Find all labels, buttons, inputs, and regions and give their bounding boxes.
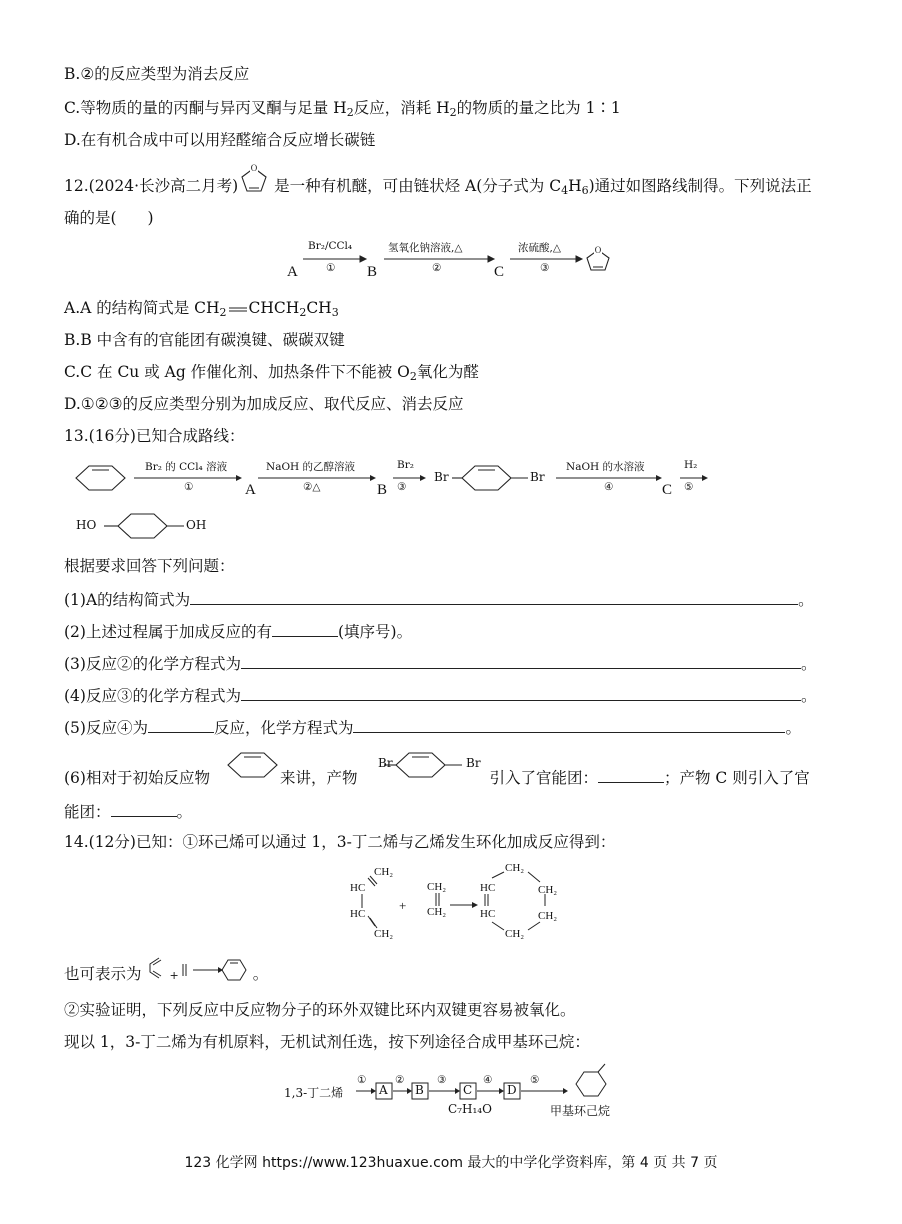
plus-sign: + xyxy=(399,898,407,913)
q12-option-c: C.C 在 Cu 或 Ag 作催化剂、加热条件下不能被 $O_2$氧化为醛 xyxy=(64,363,479,383)
q12-route-c: C xyxy=(494,264,505,280)
svg-text:O: O xyxy=(250,163,258,173)
q14-r3: ③ xyxy=(437,1074,447,1086)
q13-r1-number: ① xyxy=(184,481,194,493)
q12-r2-number: ② xyxy=(432,262,442,274)
q14-node-c: C xyxy=(463,1083,473,1097)
q13-br-right: Br xyxy=(530,470,545,484)
q14-r5: ⑤ xyxy=(530,1074,540,1086)
q12-option-a: A.A 的结构简式是 $CH_2$ $CHCH_2CH_3$ xyxy=(64,299,339,319)
q14-r2: ② xyxy=(395,1074,405,1086)
q13-r5-condition: H₂ xyxy=(684,459,698,471)
ethylene-ch2-top: CH₂ xyxy=(427,881,447,893)
q13-r1-condition: Br₂ 的 CCl₄ 溶液 xyxy=(145,461,228,473)
q12-r1-number: ① xyxy=(326,262,336,274)
page-footer: 123 化学网 https://www.123huaxue.com 最大的中学化学资料库，第 4 页 共 7 页 xyxy=(184,1155,718,1171)
q13-part6-line2: 能团： 。 xyxy=(64,800,192,822)
q12-stem: 12.(2024·长沙高二月考) 是一种有机醚，可由链状烃 A(分子式为 $C_4H_6$)通过如图路线制得。下列说法正 xyxy=(64,177,812,197)
q14-node-b: B xyxy=(415,1083,424,1097)
q13-part1: (1)A的结构简式为 。 xyxy=(64,588,814,610)
q13-p6-br-left: Br xyxy=(378,756,393,770)
q13-r4-number: ④ xyxy=(604,481,614,493)
q14-c-formula: C₇H₁₄O xyxy=(448,1102,492,1116)
q11-option-b: B.②的反应类型为消去反应 xyxy=(64,65,250,83)
ethylene-ch2-bottom: CH₂ xyxy=(427,906,447,918)
q13-part4: (4)反应③的化学方程式为 。 xyxy=(64,684,816,706)
q14-stem: 14.(12分)已知：①环己烯可以通过 1，3-丁二烯与乙烯发生环化加成反应得到： xyxy=(64,833,616,851)
q13-route-a: A xyxy=(245,482,256,498)
product-hc-2: HC xyxy=(480,908,496,920)
product-hc-1: HC xyxy=(480,882,496,894)
q13-part3: (3)反应②的化学方程式为 。 xyxy=(64,652,816,674)
q13-br-left: Br xyxy=(434,470,449,484)
product-ch2-r2: CH₂ xyxy=(538,910,558,922)
q12-r2-condition: 氢氧化钠溶液,△ xyxy=(388,242,463,254)
q13-oh-label: OH xyxy=(186,518,207,532)
q13-part5: (5)反应④为 反应，化学方程式为 。 xyxy=(64,716,801,738)
diene-hc-2: HC xyxy=(350,908,366,920)
product-ch2-r1: CH₂ xyxy=(538,884,558,896)
q12-r1-condition: Br₂/CCl₄ xyxy=(308,240,353,252)
q12-r3-condition: 浓硫酸,△ xyxy=(518,242,561,254)
q12-route-a: A xyxy=(287,264,298,280)
product-ch2-bottom: CH₂ xyxy=(505,928,525,940)
q13-p6-br-right: Br xyxy=(466,756,481,770)
q14-node-a: A xyxy=(379,1083,388,1097)
q13-r3-number: ③ xyxy=(397,481,407,493)
q12-stem-line2: 确的是( ) xyxy=(64,209,154,227)
q13-r4-condition: NaOH 的水溶液 xyxy=(566,461,645,473)
q14-fact2: ②实验证明，下列反应中反应物分子的环外双键比环内双键更容易被氧化。 xyxy=(64,1001,576,1019)
q13-ho-label: HO xyxy=(76,518,97,532)
q13-r3-condition: Br₂ xyxy=(397,459,414,471)
q14-r4: ④ xyxy=(483,1074,493,1086)
q11-option-d: D.在有机合成中可以用羟醛缩合反应增长碳链 xyxy=(64,131,376,149)
q13-intro: 根据要求回答下列问题： xyxy=(64,557,235,575)
q12-option-d: D.①②③的反应类型分别为加成反应、取代反应、消去反应 xyxy=(64,395,464,413)
q14-route-start: 1,3-丁二烯 xyxy=(284,1086,344,1100)
diene-ch2-bottom: CH₂ xyxy=(374,928,394,940)
q14-product-label: 甲基环己烷 xyxy=(550,1104,611,1118)
q13-part6: (6)相对于初始反应物 来讲，产物 引入了官能团： ；产物 C 则引入了官 xyxy=(64,766,810,788)
diene-hc-1: HC xyxy=(350,882,366,894)
q11-option-c: C.等物质的量的丙酮与异丙叉酮与足量 $H_2$反应，消耗 $H_2$的物质的量之比为 1∶1 xyxy=(64,99,621,119)
svg-text:O: O xyxy=(594,245,602,255)
q13-route-c: C xyxy=(662,482,673,498)
q14-task: 现以 1，3-丁二烯为有机原料，无机试剂任选，按下列途径合成甲基环己烷： xyxy=(64,1033,590,1051)
q13-stem: 13.(16分)已知合成路线： xyxy=(64,427,245,445)
q13-part2: (2)上述过程属于加成反应的有 (填序号)。 xyxy=(64,620,412,642)
q13-r2-number: ②△ xyxy=(303,481,321,493)
q13-r5-number: ⑤ xyxy=(684,481,694,493)
q14-node-d: D xyxy=(507,1083,517,1097)
product-ch2-top: CH₂ xyxy=(505,862,525,874)
q12-r3-number: ③ xyxy=(540,262,550,274)
diene-ch2-top: CH₂ xyxy=(374,866,394,878)
q14-also-line: 也可表示为 + 。 xyxy=(64,965,269,983)
q12-option-b: B.B 中含有的官能团有碳溴键、碳碳双键 xyxy=(64,331,345,349)
q14-r1: ① xyxy=(357,1074,367,1086)
q12-route-b: B xyxy=(367,264,378,280)
q13-r2-condition: NaOH 的乙醇溶液 xyxy=(266,461,356,473)
q13-route-b: B xyxy=(377,482,388,498)
